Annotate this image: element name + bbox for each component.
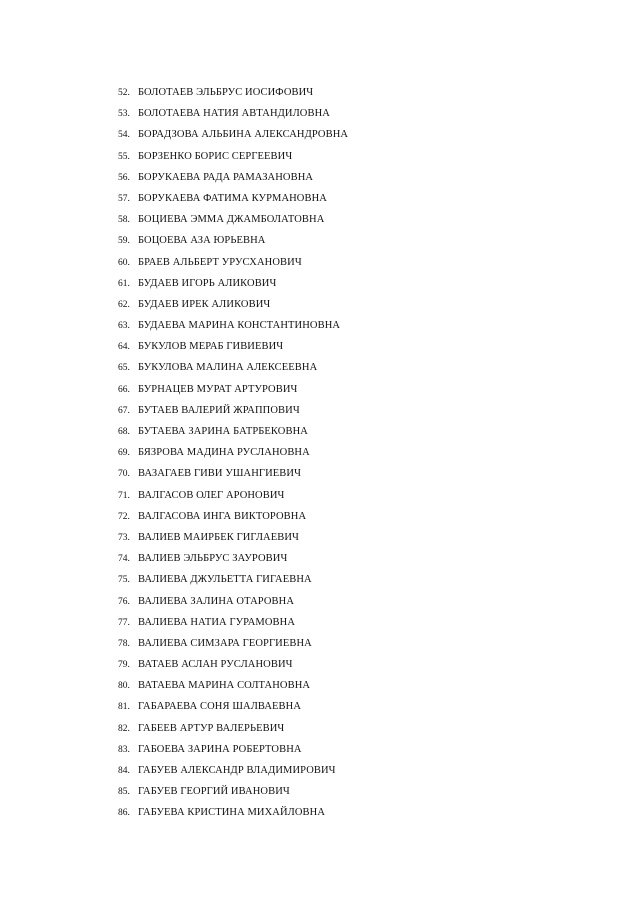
entry-number: 84. bbox=[118, 766, 130, 776]
entry-name: БОРУКАЕВА ФАТИМА КУРМАНОВНА bbox=[138, 192, 327, 204]
entry-number: 72. bbox=[118, 511, 130, 522]
list-item bbox=[118, 615, 348, 636]
entry-name: БУКУЛОВ МЕРАБ ГИВИЕВИЧ bbox=[138, 341, 284, 353]
list-item bbox=[118, 255, 348, 276]
list-item bbox=[118, 530, 348, 551]
list-item bbox=[118, 742, 348, 763]
entry-name: БОРУКАЕВА РАДА РАМАЗАНОВНА bbox=[138, 171, 314, 183]
list-item bbox=[118, 509, 348, 530]
entry-name: ГАБЕЕВ АРТУР ВАЛЕРЬЕВИЧ bbox=[138, 722, 285, 734]
entry-name: ГАБУЕВ ГЕОРГИЙ ИВАНОВИЧ bbox=[138, 786, 290, 798]
list-item bbox=[118, 678, 348, 699]
list-item bbox=[118, 403, 348, 424]
list-item bbox=[118, 424, 348, 445]
entry-name: БУКУЛОВА МАЛИНА АЛЕКСЕЕВНА bbox=[138, 362, 318, 374]
entry-number: 66. bbox=[118, 384, 130, 395]
entry-name: БУТАЕВА ЗАРИНА БАТРБЕКОВНА bbox=[138, 426, 308, 437]
entry-name: ВАЛИЕВ МАИРБЕК ГИГЛАЕВИЧ bbox=[138, 531, 299, 543]
entry-name: БОРАДЗОВА АЛЬБИНА АЛЕКСАНДРОВНА bbox=[138, 129, 349, 141]
list-item bbox=[118, 805, 348, 826]
entry-number: 83. bbox=[118, 744, 130, 755]
list-item bbox=[118, 276, 348, 297]
list-item bbox=[118, 212, 348, 233]
entry-name: ВАЛГАСОВА ИНГА ВИКТОРОВНА bbox=[138, 510, 307, 522]
entry-number: 69. bbox=[118, 448, 130, 459]
entry-name: ГАБОЕВА ЗАРИНА РОБЕРТОВНА bbox=[138, 743, 302, 755]
entry-number: 55. bbox=[118, 151, 130, 162]
entry-number: 57. bbox=[118, 193, 130, 204]
entry-number: 71. bbox=[118, 490, 130, 501]
entry-number: 78. bbox=[118, 638, 130, 649]
list-item bbox=[118, 191, 348, 212]
entry-name: ВАЛИЕВА ЗАЛИНА ОТАРОВНА bbox=[138, 595, 295, 607]
entry-name: ВАЛИЕВА СИМЗАРА ГЕОРГИЕВНА bbox=[138, 637, 312, 649]
entry-name: БОЦОЕВА АЗА ЮРЬЕВНА bbox=[138, 235, 266, 247]
entry-number: 79. bbox=[118, 660, 130, 671]
list-item bbox=[118, 360, 348, 381]
entry-name: БУРНАЦЕВ МУРАТ АРТУРОВИЧ bbox=[138, 383, 298, 395]
entry-name: ВАТАЕВА МАРИНА СОЛТАНОВНА bbox=[138, 680, 311, 692]
entry-number: 60. bbox=[118, 257, 130, 268]
list-item bbox=[118, 149, 348, 170]
entry-name: ВАТАЕВ АСЛАН РУСЛАНОВИЧ bbox=[138, 659, 293, 671]
entry-name: ГАБАРАЕВА СОНЯ ШАЛВАЕВНА bbox=[138, 701, 302, 713]
entry-name: БОЦИЕВА ЭММА ДЖАМБОЛАТОВНА bbox=[138, 214, 325, 226]
entry-name: БОРЗЕНКО БОРИС СЕРГЕЕВИЧ bbox=[138, 150, 293, 162]
list-item bbox=[118, 784, 348, 805]
list-item bbox=[118, 318, 348, 339]
entry-number: 80. bbox=[118, 681, 130, 692]
entry-name: БЯЗРОВА МАДИНА РУСЛАНОВНА bbox=[138, 447, 310, 459]
entry-number: 56. bbox=[118, 172, 130, 183]
list-item bbox=[118, 382, 348, 403]
list-item bbox=[118, 445, 348, 466]
entry-name: БУТАЕВ ВАЛЕРИЙ ЖРАППОВИЧ bbox=[138, 404, 300, 416]
entry-name: ВАЛИЕВА ДЖУЛЬЕТТА ГИГАЕВНА bbox=[138, 574, 312, 586]
list-item bbox=[118, 127, 348, 148]
list-item bbox=[118, 721, 348, 742]
entry-name: БУДАЕВ ИГОРЬ АЛИКОВИЧ bbox=[138, 277, 277, 289]
entry-name: БУДАЕВ ИРЕК АЛИКОВИЧ bbox=[138, 298, 271, 310]
entry-number: 81. bbox=[118, 702, 130, 713]
entry-name: ГАБУЕВА КРИСТИНА МИХАЙЛОВНА bbox=[138, 807, 326, 819]
entry-number: 68. bbox=[118, 427, 130, 437]
entry-name: ВАЛГАСОВ ОЛЕГ АРОНОВИЧ bbox=[138, 489, 285, 501]
list-item bbox=[118, 170, 348, 191]
entry-number: 54. bbox=[118, 130, 130, 141]
entry-number: 74. bbox=[118, 554, 130, 565]
entry-number: 65. bbox=[118, 363, 130, 374]
entry-number: 59. bbox=[118, 236, 130, 247]
entry-name: ВАЛИЕВА НАТИА ГУРАМОВНА bbox=[138, 616, 296, 628]
list-item bbox=[118, 466, 348, 487]
entry-number: 62. bbox=[118, 299, 130, 310]
entry-number: 52. bbox=[118, 88, 130, 98]
list-item bbox=[118, 594, 348, 615]
list-item bbox=[118, 233, 348, 254]
entry-name: ВАЛИЕВ ЭЛЬБРУС ЗАУРОВИЧ bbox=[138, 553, 288, 565]
list-item bbox=[118, 339, 348, 360]
list-item bbox=[118, 488, 348, 509]
entry-number: 76. bbox=[118, 596, 130, 607]
entry-number: 58. bbox=[118, 215, 130, 226]
entry-name: БРАЕВ АЛЬБЕРТ УРУСХАНОВИЧ bbox=[138, 256, 302, 268]
list-item bbox=[118, 551, 348, 572]
entry-number: 53. bbox=[118, 109, 130, 120]
name-list bbox=[118, 85, 348, 827]
entry-name: БУДАЕВА МАРИНА КОНСТАНТИНОВНА bbox=[138, 320, 341, 332]
entry-number: 67. bbox=[118, 405, 130, 416]
entry-number: 61. bbox=[118, 278, 130, 289]
list-item bbox=[118, 763, 348, 784]
list-item bbox=[118, 572, 348, 593]
entry-name: ГАБУЕВ АЛЕКСАНДР ВЛАДИМИРОВИЧ bbox=[138, 765, 336, 776]
entry-name: БОЛОТАЕВ ЭЛЬБРУС ИОСИФОВИЧ bbox=[138, 87, 314, 98]
entry-number: 75. bbox=[118, 575, 130, 586]
entry-number: 82. bbox=[118, 723, 130, 734]
entry-name: ВАЗАГАЕВ ГИВИ УШАНГИЕВИЧ bbox=[138, 468, 301, 480]
entry-name: БОЛОТАЕВА НАТИЯ АВТАНДИЛОВНА bbox=[138, 108, 330, 120]
list-item bbox=[118, 297, 348, 318]
entry-number: 73. bbox=[118, 532, 130, 543]
entry-number: 70. bbox=[118, 469, 130, 480]
list-item bbox=[118, 699, 348, 720]
list-item bbox=[118, 636, 348, 657]
entry-number: 63. bbox=[118, 321, 130, 332]
entry-number: 86. bbox=[118, 808, 130, 819]
entry-number: 85. bbox=[118, 787, 130, 798]
entry-number: 77. bbox=[118, 617, 130, 628]
list-item bbox=[118, 85, 348, 106]
list-item bbox=[118, 657, 348, 678]
entry-number: 64. bbox=[118, 342, 130, 353]
list-item bbox=[118, 106, 348, 127]
